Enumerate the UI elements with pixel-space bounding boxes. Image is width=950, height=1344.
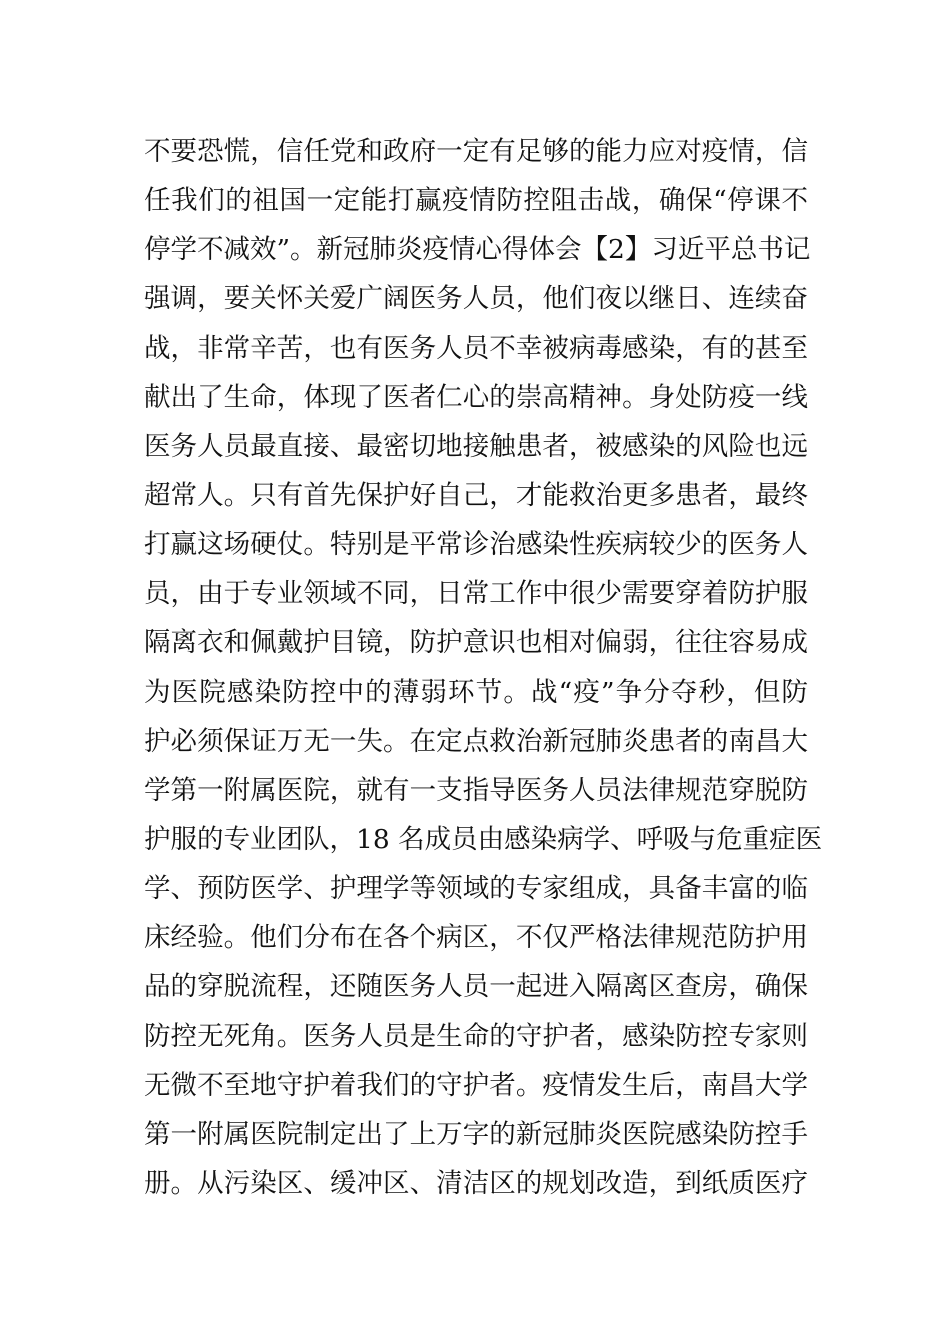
text-line: 品的穿脱流程，还随医务人员一起进入隔离区查房，确保 (144, 971, 808, 1003)
text-line: 无微不至地守护着我们的守护者。疫情发生后，南昌大学 (144, 1069, 808, 1101)
text-line: 献出了生命，体现了医者仁心的崇高精神。身处防疫一线 (144, 381, 808, 413)
text-line: 隔离衣和佩戴护目镜，防护意识也相对偏弱，往往容易成 (144, 627, 808, 659)
text-line: 床经验。他们分布在各个病区，不仅严格法律规范防护用 (144, 922, 808, 954)
text-line: 停学不减效”。新冠肺炎疫情心得体会【2】习近平总书记 (144, 234, 811, 266)
text-line: 不要恐慌，信任党和政府一定有足够的能力应对疫情，信 (144, 136, 808, 167)
text-line: 超常人。只有首先保护好自己，才能救治更多患者，最终 (144, 479, 808, 511)
text-line: 员，由于专业领域不同，日常工作中很少需要穿着防护服 (144, 578, 808, 610)
text-line: 护服的专业团队，18 名成员由感染病学、呼吸与危重症医 (144, 823, 823, 855)
body-text (144, 127, 823, 1208)
text-line: 学第一附属医院，就有一支指导医务人员法律规范穿脱防 (144, 774, 808, 806)
text-line: 册。从污染区、缓冲区、清洁区的规划改造，到纸质医疗 (144, 1167, 808, 1199)
text-line: 强调，要关怀关爱广阔医务人员，他们夜以继日、连续奋 (144, 283, 808, 315)
text-line: 为医院感染防控中的薄弱环节。战“疫”争分夺秒，但防 (144, 676, 808, 708)
text-line: 学、预防医学、护理学等领域的专家组成，具备丰富的临 (144, 873, 808, 905)
text-line: 任我们的祖国一定能打赢疫情防控阻击战，确保“停课不 (144, 185, 808, 217)
text-line: 战，非常辛苦，也有医务人员不幸被病毒感染，有的甚至 (144, 332, 808, 364)
text-line: 打赢这场硬仗。特别是平常诊治感染性疾病较少的医务人 (144, 529, 808, 561)
text-line: 第一附属医院制定出了上万字的新冠肺炎医院感染防控手 (144, 1118, 808, 1150)
text-line: 防控无死角。医务人员是生命的守护者，感染防控专家则 (144, 1020, 808, 1052)
text-line: 医务人员最直接、最密切地接触患者，被感染的风险也远 (144, 430, 808, 462)
text-line: 护必须保证万无一失。在定点救治新冠肺炎患者的南昌大 (144, 725, 808, 757)
